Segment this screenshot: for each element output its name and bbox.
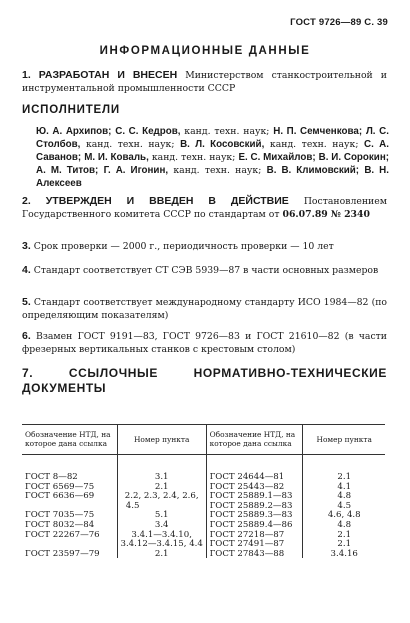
table-cell: 2.1 <box>337 472 352 482</box>
table-cell: ГОСТ 8032—84 <box>25 519 95 530</box>
table-cell: 2.2, 2.3, 2.4, 2.6, <box>124 491 199 502</box>
performers-list <box>36 125 389 190</box>
table-cell: 2.1 <box>154 481 169 492</box>
section-6-text: Взамен ГОСТ 9191—83, ГОСТ 9726—83 и ГОСТ 21610—82 (в части фрезерных вертикальных станков с крестовым столом) <box>22 331 387 355</box>
table-cell: 3.4.1—3.4.10, <box>131 529 192 540</box>
performer-name: В. И. Сорокин; <box>318 152 389 163</box>
table-cell: ГОСТ 22267—76 <box>25 529 100 540</box>
left-designation-column <box>22 455 117 559</box>
table-cell: ГОСТ 6569—75 <box>25 481 95 492</box>
header-item: Номер пункта <box>117 425 206 455</box>
table-cell: ГОСТ 7035—75 <box>25 510 95 521</box>
table-cell: ГОСТ 25889.1—83 <box>209 491 293 502</box>
header-item: Номер пункта <box>303 425 385 455</box>
performer-degree: канд. техн. наук; <box>151 152 236 163</box>
table-cell: ГОСТ 27843—88 <box>209 548 285 559</box>
table-cell: 4.6, 4.8 <box>327 510 361 521</box>
table-cell: 3.4.16 <box>330 548 358 559</box>
table-cell: ГОСТ 25443—82 <box>209 481 285 492</box>
performer-name: В. В. Климовский; <box>266 165 360 176</box>
right-designation-column <box>206 455 303 559</box>
header-designation: Обозначение НТД, на которое дана ссылка <box>22 425 117 455</box>
table-cell: ГОСТ 27218—87 <box>209 529 285 540</box>
table-cell: 4.5 <box>125 500 140 511</box>
performer-name: Н. П. Семченкова; <box>273 126 363 137</box>
performer-name: С. А. Саванов; <box>36 139 389 163</box>
section-2-number: 2. <box>22 195 31 207</box>
table-cell <box>25 501 115 511</box>
section-2 <box>22 195 387 221</box>
table-cell: ГОСТ 23597—79 <box>25 548 100 559</box>
performer-degree: канд. техн. наук; <box>173 165 262 176</box>
section-6 <box>22 330 387 356</box>
table-cell: ГОСТ 25889.3—83 <box>209 510 293 521</box>
section-2-text: Постановлением Государственного комитета СССР по стандартам от <box>22 196 387 220</box>
table-cell: 2.1 <box>154 548 169 559</box>
table-cell: 4.8 <box>337 491 352 502</box>
performer-name: Е. С. Михайлов; <box>238 152 316 163</box>
left-item-column <box>117 455 206 559</box>
performer-name: В. Н. Алексеев <box>36 165 389 189</box>
section-7-number: 7. <box>22 366 34 380</box>
table-cell <box>25 539 115 549</box>
section-5-number: 5. <box>22 296 31 308</box>
table-cell: 4.5 <box>337 500 352 511</box>
table-cell: ГОСТ 25889.4—86 <box>209 519 293 530</box>
section-1 <box>22 69 387 95</box>
section-2-number-doc: № 2340 <box>330 209 370 220</box>
table-cell: ГОСТ 24644—81 <box>209 472 285 482</box>
performer-degree: канд. техн. наук; <box>269 139 359 150</box>
section-7-heading: ССЫЛОЧНЫЕ НОРМАТИВНО-ТЕХНИЧЕСКИЕ ДОКУМЕНТЫ <box>22 366 387 395</box>
section-1-number: 1. <box>22 69 31 81</box>
table-header-row <box>22 425 385 455</box>
section-2-lead: УТВЕРЖДЕН И ВВЕДЕН В ДЕЙСТВИЕ <box>45 195 289 207</box>
table-cell: 3.1 <box>154 472 169 482</box>
section-3-text: Срок проверки — 2000 г., периодичность проверки — 10 лет <box>33 241 334 252</box>
table-cell: ГОСТ 25889.2—83 <box>209 500 293 511</box>
document-title: ИНФОРМАЦИОННЫЕ ДАННЫЕ <box>99 45 311 57</box>
performer-name: М. И. Коваль, <box>84 152 149 163</box>
performer-degree: канд. техн. наук; <box>85 139 175 150</box>
section-5 <box>22 296 387 322</box>
section-2-date: 06.07.89 <box>282 209 328 220</box>
table-cell: 3.4 <box>154 519 169 530</box>
table-cell: 2.1 <box>337 539 352 550</box>
table-cell: 5.1 <box>154 510 169 521</box>
section-7 <box>22 366 387 396</box>
page-header: ГОСТ 9726—89 С. 39 <box>290 17 388 28</box>
performers-heading: ИСПОЛНИТЕЛИ <box>22 104 120 116</box>
table-body-row <box>22 455 385 559</box>
right-item-column <box>303 455 385 559</box>
performer-name: В. Л. Косовский, <box>180 139 265 150</box>
header-designation: Обозначение НТД, на которое дана ссылка <box>206 425 303 455</box>
table-cell: ГОСТ 8—82 <box>25 472 78 482</box>
performer-name: Л. С. Столбов, <box>36 126 389 150</box>
table-cell: 2.1 <box>337 529 352 540</box>
table-cell: 4.1 <box>337 481 352 492</box>
section-3-number: 3. <box>22 240 31 252</box>
section-4-text: Стандарт соответствует СТ СЭВ 5939—87 в части основных размеров <box>33 265 379 276</box>
reference-table <box>22 424 385 558</box>
table-cell: 3.4.12—3.4.15, 4.4 <box>120 539 203 550</box>
section-1-text: Министерством станкостроительной и инструментальной промышленности СССР <box>22 70 387 94</box>
performer-degree: канд. техн. наук; <box>184 126 270 137</box>
performer-name: Ю. А. Архипов; <box>36 126 112 137</box>
performer-name: С. С. Кедров, <box>115 126 181 137</box>
table-cell: ГОСТ 27491—87 <box>209 539 285 550</box>
performer-name: А. М. Титов; <box>36 165 99 176</box>
section-6-number: 6. <box>22 330 31 342</box>
section-1-lead: РАЗРАБОТАН И ВНЕСЕН <box>38 69 178 81</box>
section-3 <box>22 240 387 253</box>
performer-name: Г. А. Игонин, <box>103 165 169 176</box>
section-5-text: Стандарт соответствует международному стандарту ИСО 1984—82 (по определяющим показателям) <box>22 297 387 321</box>
section-4-number: 4. <box>22 264 31 276</box>
table-cell: 4.8 <box>337 519 352 530</box>
section-4 <box>22 264 387 277</box>
table-cell: ГОСТ 6636—69 <box>25 491 95 502</box>
